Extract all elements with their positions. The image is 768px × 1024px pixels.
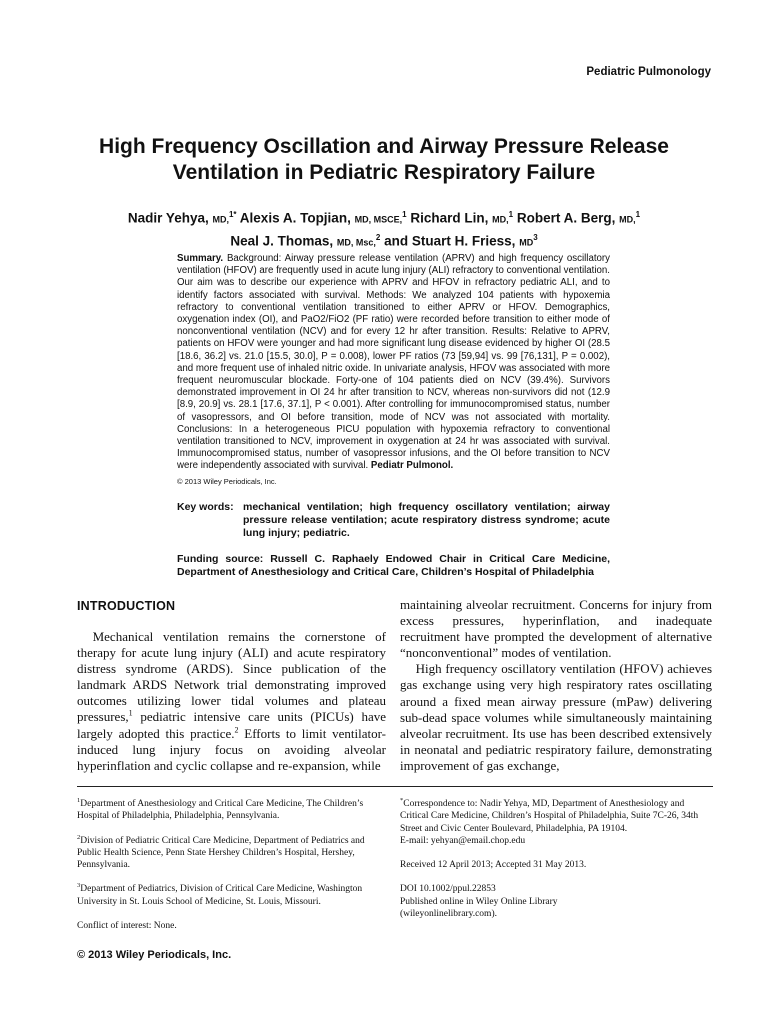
conflict-of-interest: Conflict of interest: None. (77, 921, 177, 932)
author-degree: MD, (492, 214, 509, 225)
correspondence-mark: * (400, 796, 404, 804)
title-line-2: Ventilation in Pediatric Respiratory Failure (172, 161, 596, 184)
affiliation-text: Division of Pediatric Critical Care Medicine, Department of Pediatrics and Public Health Science, Penn State Hershey Children’s Hospital, Hershey, Pennsylvania. (77, 835, 365, 871)
intro-paragraph-1-continued: maintaining alveolar recruitment. Concerns for injury from excess pressures, hyperinflation, and inadequate recruitment have prompted the development of alternative “nonconventional” modes of ventilation. (400, 597, 712, 661)
abstract-text: Background: Airway pressure release ventilation (APRV) and high frequency oscillatory ventilation (HFOV) are frequently used in acute lung injury (ALI) refractory to conventional ventilation. Our aim was to describe our experience with APRV and HFOV in refractory pediatric ALI, and to identify factors associated with survival. Methods: We analyzed 104 patients with hypoxemia refractory to conventional ventilation transitioned to either APRV or HFOV. Demographics, oxygenation index (OI), and PaO2/FiO2 (PF ratio) were recorded before transition to either mode of nonconventional ventilation (NCV) and for every 12 hr after transition. Results: Relative to APRV, patients on HFOV were younger and had more significant lung disease evidenced by higher OI (28.5 [18.6, 36.2] vs. 21.0 [15.5, 30.0], P = 0.008), lower PF ratios (73 [59,94] vs. 99 [76,131], P = 0.002), and more frequent use of inhaled nitric oxide. In univariate analysis, HFOV was associated with more frequent neuromuscular blockade. Forty-one of 104 patients died on NCV (39.4%). Survivors demonstrated improvement in OI 24 hr after transition to NCV, whereas non-survivors did not (12.9 [8.9, 20.9] vs. 28.1 [17.6, 37.1], P < 0.001). After controlling for immunocompromised status, number of vasopressors, and OI before transition, mode of NCV was not associated with mortality. Conclusions: In a heterogeneous PICU population with hypoxemia refractory to conventional ventilation transitioned to NCV, improvement in oxygenation at 24 hr was associated with survival. Immunocompromised status, number of vasopressor infusions, and the OI before transition to NCV were independently associated with survival. (177, 253, 610, 472)
section-heading-introduction: INTRODUCTION (77, 599, 176, 613)
article-title (60, 134, 708, 186)
doi: DOI 10.1002/ppul.22853 (400, 884, 496, 895)
footnotes-correspondence (400, 798, 712, 932)
correspondence-text: Correspondence to: Nadir Yehya, MD, Department of Anesthesiology and Critical Care Medicine, Children’s Hospital of Philadelphia, Suite 7C-26, 34th Street and Civic Center Boulevard, Philadelphia, PA 19104. (400, 799, 699, 834)
author-line-2 (60, 229, 708, 252)
author-affiliation: 1* (228, 210, 237, 219)
author-name: Richard Lin, (410, 210, 489, 226)
funding-source: Funding source: Russell C. Raphaely Endowed Chair in Critical Care Medicine, Department of Anesthesiology and Critical Care, Children’s Hospital of Philadelphia (177, 553, 610, 578)
intro-paragraph-1 (77, 629, 386, 774)
intro-column-right (400, 597, 712, 774)
author-affiliation: 1 (402, 210, 407, 219)
intro-text: Efforts to limit ventilator-induced lung injury focus on avoiding alveolar hyperinflation and cyclic collapse and re-expansion, while (77, 725, 387, 773)
intro-text: pediatric intensive care units (PICUs) have largely adopted this practice. (77, 709, 386, 741)
publication-info (400, 883, 712, 920)
intro-column-left (77, 629, 386, 774)
footnotes-affiliations (77, 798, 385, 944)
affiliation-text: Department of Pediatrics, Division of Critical Care Medicine, Washington University in St. Louis School of Medicine, St. Louis, Missouri. (77, 884, 363, 907)
received-date: Received 12 April 2013; Accepted 31 May 2013. (400, 860, 587, 871)
abstract-citation: Pediatr Pulmonol. (370, 460, 454, 472)
abstract-label: Summary. (177, 253, 224, 264)
library-url: (wileyonlinelibrary.com). (400, 909, 497, 920)
author-affiliation: 1 (508, 210, 514, 219)
keywords (177, 501, 610, 540)
author-affiliation: 3 (533, 232, 538, 242)
keywords-text: mechanical ventilation; high frequency oscillatory ventilation; airway pressure release ventilation; acute respiratory distress syndrome; acute lung injury; pediatric. (243, 501, 610, 539)
author-name: Nadir Yehya, (127, 210, 209, 226)
author-affiliation: 1 (635, 210, 641, 219)
correspondence-email: E-mail: yehyan@email.chop.edu (400, 835, 526, 846)
affiliation-mark: 3 (77, 882, 81, 890)
affiliation-2 (77, 835, 385, 872)
affiliation-3 (77, 883, 385, 908)
published-online: Published online in Wiley Online Library (400, 896, 558, 907)
title-line-1: High Frequency Oscillation and Airway Pressure Release (99, 135, 669, 158)
author-name: Alexis A. Topjian, (239, 210, 351, 226)
author-name: Robert A. Berg, (516, 210, 616, 226)
author-list (60, 206, 708, 251)
author-degree: MD (519, 237, 534, 247)
affiliation-mark: 2 (77, 833, 81, 841)
intro-paragraph-2: High frequency oscillatory ventilation (HFOV) achieves gas exchange using very high respiratory rates oscillating around a fixed mean airway pressure (mPaw) delivering sub-dead space volumes while simultaneously maintaining alveolar recruitment. Its use has been described extensively in neonatal and pediatric respiratory failure, demonstrating improvement of gas exchange, (400, 661, 712, 773)
citation-ref: 1 (128, 709, 133, 719)
abstract-copyright: © 2013 Wiley Periodicals, Inc. (177, 476, 277, 486)
footnote-divider (77, 786, 713, 787)
keywords-label: Key words: (177, 501, 234, 513)
author-name: Neal J. Thomas, (230, 233, 334, 248)
page-copyright: © 2013 Wiley Periodicals, Inc. (77, 949, 232, 961)
author-degree: MD, Msc, (336, 237, 376, 247)
author-degree: MD, (619, 214, 636, 225)
author-degree: MD, (212, 214, 229, 225)
author-degree: MD, MSCE, (354, 214, 403, 225)
author-line-1 (60, 206, 708, 229)
journal-name: Pediatric Pulmonology (586, 66, 711, 78)
author-affiliation: 2 (375, 232, 381, 242)
correspondence (400, 798, 712, 847)
author-name: and Stuart H. Friess, (384, 233, 516, 248)
citation-ref: 2 (234, 725, 239, 735)
abstract (177, 253, 610, 488)
affiliation-text: Department of Anesthesiology and Critical Care Medicine, The Children’s Hospital of Philadelphia, Philadelphia, Pennsylvania. (77, 799, 364, 822)
intro-text: Mechanical ventilation remains the cornerstone of therapy for acute lung injury (ALI) and acute respiratory distress syndrome (ARDS). Since publication of the landmark ARDS Network trial demonstrating improved outcomes utilizing lower tidal volumes and plateau pressures, (77, 629, 386, 725)
affiliation-mark: 1 (77, 796, 81, 804)
affiliation-1 (77, 798, 385, 823)
